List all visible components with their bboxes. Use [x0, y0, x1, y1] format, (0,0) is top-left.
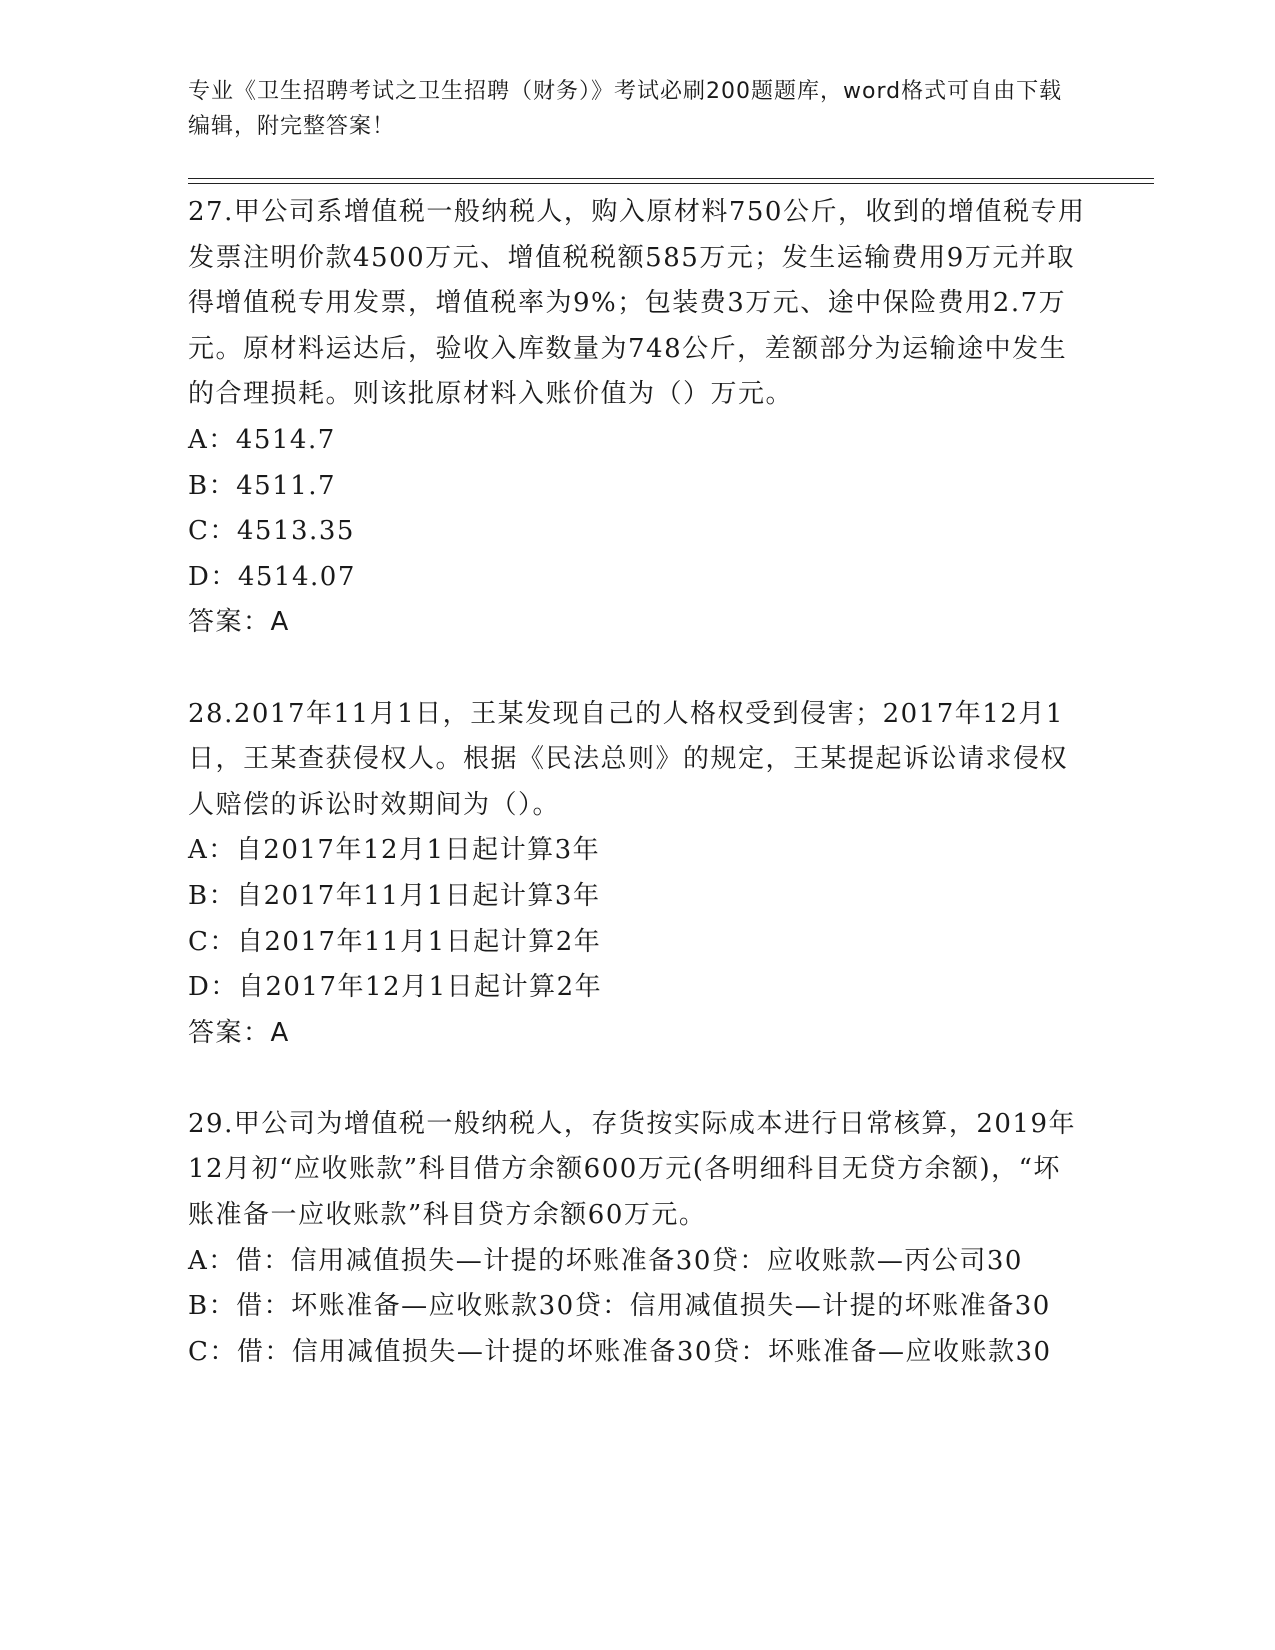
option-c: C：借：信用减值损失—计提的坏账准备30贷：坏账准备—应收账款30 [188, 1336, 1052, 1367]
answer-label: 答案：A [188, 1017, 290, 1048]
option-b: B：4511.7 [188, 470, 337, 501]
header-divider-top [188, 178, 1154, 179]
question-spacer [188, 646, 1088, 692]
question-text: 29.甲公司为增值税一般纳税人，存货按实际成本进行日常核算，2019年12月初“应收账款”科目借方余额600万元(各明细科目无贷方余额)，“坏账准备一应收账款”科目贷方余额60万元。 [188, 1108, 1077, 1231]
question-text: 27.甲公司系增值税一般纳税人，购入原材料750公斤，收到的增值税专用发票注明价款4500万元、增值税税额585万元；发生运输费用9万元并取得增值税专用发票，增值税率为9%；包装费3万元、途中保险费用2.7万元。原材料运达后，验收入库数量为748公斤，差额部分为运输途中发生的合理损耗。则该批原材料入账价值为（）万元。 [188, 197, 1086, 410]
option-a: A：4514.7 [188, 424, 336, 455]
option-b: B：借：坏账准备—应收账款30贷：信用减值损失—计提的坏账准备30 [188, 1291, 1051, 1322]
question-28 [188, 692, 1088, 1057]
option-a: A：自2017年12月1日起计算3年 [188, 835, 601, 866]
question-text: 28.2017年11月1日，王某发现自己的人格权受到侵害；2017年12月1日，王某查获侵权人。根据《民法总则》的规定，王某提起诉讼请求侵权人赔偿的诉讼时效期间为（）。 [188, 698, 1069, 820]
question-29 [188, 1102, 1088, 1376]
option-c: C：自2017年11月1日起计算2年 [188, 926, 602, 957]
document-header: 专业《卫生招聘考试之卫生招聘（财务）》考试必刷200题题库，word格式可自由下载编辑，附完整答案！ [188, 79, 1063, 139]
option-d: D：自2017年12月1日起计算2年 [188, 972, 603, 1003]
answer-label: 答案：A [188, 607, 290, 638]
header-divider-bottom [188, 183, 1154, 184]
question-27 [188, 190, 1088, 646]
question-spacer [188, 1056, 1088, 1102]
option-c: C：4513.35 [188, 516, 355, 547]
option-b: B：自2017年11月1日起计算3年 [188, 880, 601, 911]
option-a: A：借：信用减值损失—计提的坏账准备30贷：应收账款—丙公司30 [188, 1245, 1023, 1276]
question-list [188, 190, 1088, 1375]
option-d: D：4514.07 [188, 561, 356, 592]
